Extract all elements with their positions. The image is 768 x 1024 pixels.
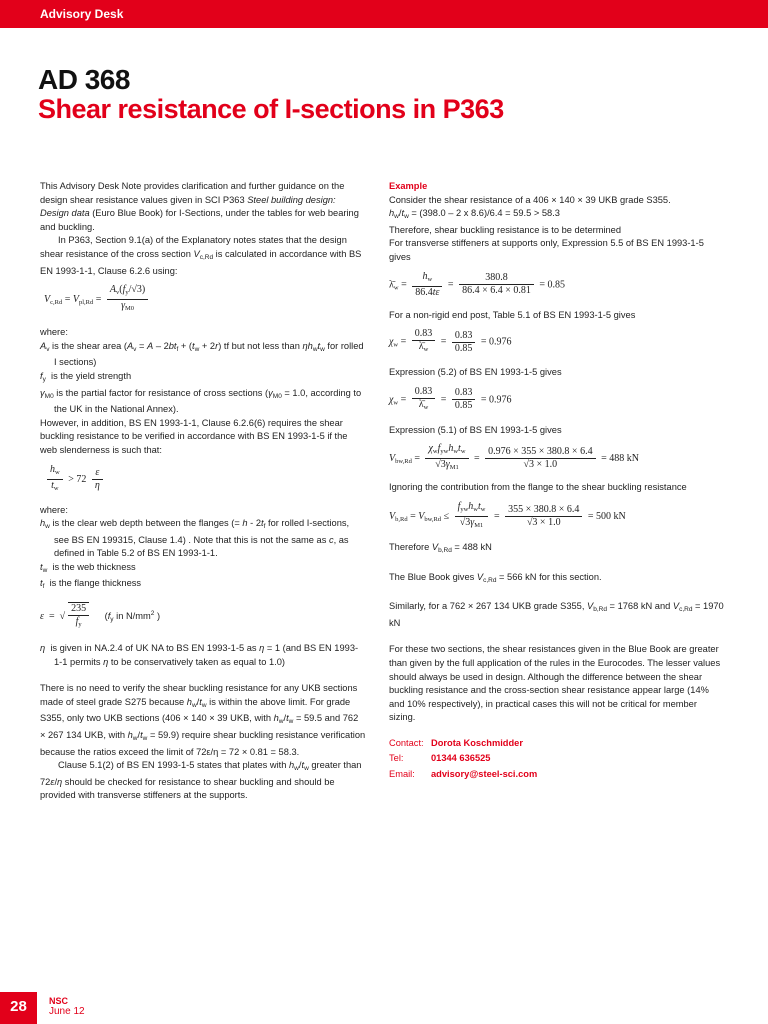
equation-epsilon: ε = √ $\frac{235}{f_y}$ ($f_y$ in $N/mm^2$ ) xyxy=(40,602,366,636)
example-line-6: Expression (5.2) of BS EN 1993-1-5 gives xyxy=(389,367,562,378)
equation-vbwrd: $V_{bw,Rd}$ = $\frac{\chi_wf_{yw}h_wt_w}{√3\gamma_{M1}}$ = $\frac{0.976 \times 355 \times 380.8 \times 6.4}{√3 \times 1.0}$ = 488 kN xyxy=(389,443,639,472)
example-line-4: For transverse stiffeners at supports only, Expression 5.5 of BS EN 1993-1-5 gives xyxy=(389,238,704,262)
contact-name: Dorota Koschmidder xyxy=(431,737,523,748)
example-line-2: $h_w/t_w = (398.0 - 2$ x 8.6)/6.4 = 59.5 > 58.3 xyxy=(389,208,560,221)
p363-paragraph: In P363, Section 9.1(a) of the Explanatory notes states that the design shear resistance of the cross section $V_{c,Rd}$ is calculated in accordance with BS EN 1993-1-1, Clause 6.2.6 using: xyxy=(40,235,362,276)
def-eta: η is given in NA.2.4 of UK NA to BS EN 1993-1-5 as η = 1 (and BS EN 1993-1-1 permits η to be conservatively taken as equal to 1.0) xyxy=(40,643,359,667)
example-line-3: Therefore, shear buckling resistance is to be determined xyxy=(389,224,622,235)
header-bar xyxy=(0,0,768,28)
def-hw: $h_w$ is the clear web depth between the flanges (= h - $2t_f$ for rolled I-sections, see BS EN 199315, Clause 1.4) . Note that this is not the same as c, as defined in Table 5.2 of BS EN 1993-1-1. xyxy=(40,518,350,559)
where-label-2: where: xyxy=(40,504,68,515)
example-line-5: For a non-rigid end post, Table 5.1 of BS EN 1993-1-5 gives xyxy=(389,309,636,320)
equation-lambda: $\lambdā_w$ = $\frac{h_w}{86.4t\varepsilon}$ = $\frac{380.8}{86.4 \times 6.4 \times 0.81}$ = 0.85 xyxy=(389,270,565,298)
contact-row xyxy=(389,768,537,784)
left-column xyxy=(40,180,366,803)
intro-paragraph: This Advisory Desk Note provides clarification and further guidance on the design shear resistance values given in SCI P363 Steel building design: Design data (Euro Blue Book) for I-Sections, under the tables for web bearing and buckling. xyxy=(40,181,359,232)
contact-table xyxy=(389,737,537,784)
contact-row xyxy=(389,752,537,768)
equation-chi-2: $\chi_w$ = $\frac{0.83}{\lambdā_w}$ = $\frac{0.83}{0.85}$ = 0.976 xyxy=(389,385,512,412)
s275-paragraph: There is no need to verify the shear buckling resistance for any UKB sections made of steel grade S275 because $h_w/t_w$ is within the above limit. For grade S355, only two UKB sections (406 × 140 × 39 UKB, with $h_w/t_w = 59.5$ and 762 × 267 134 UKB, with $h_w/t_w = 59.9$) require shear buckling resistance verification because the ratios exceed the limit of 72ε/η = 72 × 0.81 = 58.3. xyxy=(40,683,366,757)
issue-date: June 12 xyxy=(49,1006,85,1017)
conclusion-paragraph: For these two sections, the shear resistances given in the Blue Book are greater than given by the full application of the rules in the Eurocodes. The lesser values should always be used in design. Although the difference between the shear buckling resistance and the cross-section shear resistance appear large (14% and 10% respectively), in practical cases this will not be critical for member sizing. xyxy=(389,644,721,723)
def-tw: $t_w$ is the web thickness xyxy=(40,561,136,574)
tel-number: 01344 636525 xyxy=(431,753,491,764)
equation-slenderness: $\frac{h_w}{t_w}$ > 72 $\frac{\varepsilon}{\eta}$ xyxy=(44,464,366,498)
example-line-1: Consider the shear resistance of a 406 × 140 × 39 UKB grade S355. xyxy=(389,194,671,205)
contact-label: Contact: xyxy=(389,737,424,748)
right-column xyxy=(389,180,725,784)
article-code: AD 368 xyxy=(38,64,130,95)
clause-paragraph: Clause 5.1(2) of BS EN 1993-1-5 states that plates with $h_w/t_w$ greater than 72ε/η should be checked for resistance to shear buckling and should be provided with transverse stiffeners at the supports. xyxy=(40,760,362,801)
example-heading: Example xyxy=(389,181,428,191)
def-gm0: $\gamma_{M0}$ is the partial factor for resistance of cross sections ($\gamma_{M0} = 1.0$, according to the UK in the National Annex). xyxy=(40,387,362,415)
example-line-10: The Blue Book gives $V_{c,Rd} = 566$ kN for this section. xyxy=(389,571,602,584)
equation-chi-1: $\chi_w$ = $\frac{0.83}{\lambdā_w}$ = $\frac{0.83}{0.85}$ = 0.976 xyxy=(389,328,512,354)
email-label: Email: xyxy=(389,769,415,780)
example-line-7: Expression (5.1) of BS EN 1993-1-5 gives xyxy=(389,424,562,435)
equation-vbrd: $V_{b,Rd} = V_{bw,Rd}$ ≤ $\frac{f_{yw}h_wt_w}{√3\gamma_{M1}}$ = $\frac{355 \times 380.8 \times 6.4}{√3 \times 1.0}$ = 500 kN xyxy=(389,500,626,529)
def-av: $A_v$ is the shear area ($A_v = A - 2bt_f + (t_w + 2r)$ tf but not less than $\eta h_wt_w$ for rolled I sections) xyxy=(40,340,364,368)
equation-vcrd: $V_{c,Rd} = V_{pl,Rd}$ = $\frac{A_v(f_y/√3)}{\gamma_{M0}}$ xyxy=(44,284,366,320)
email-link[interactable]: advisory@steel-sci.com xyxy=(431,769,538,780)
example-line-11: Similarly, for a 762 × 267 134 UKB grade S355, $V_{b,Rd} = 1768$ kN and $V_{c,Rd} = 1970$ kN xyxy=(389,601,724,628)
contact-row xyxy=(389,737,537,753)
magazine-name: NSC xyxy=(49,996,69,1006)
tel-label: Tel: xyxy=(389,753,404,764)
buckling-paragraph: However, in addition, BS EN 1993-1-1, Clause 6.2.6(6) requires the shear buckling resistance to be verified in accordance with BS EN 1993-1-5 if the web slenderness is such that: xyxy=(40,417,348,455)
section-label: Advisory Desk xyxy=(40,7,124,21)
where-label-1: where: xyxy=(40,327,68,338)
def-tf: $t_f$ is the flange thickness xyxy=(40,578,142,591)
example-line-9: Therefore $V_{b,Rd} = 488$ kN xyxy=(389,541,492,554)
def-fy: $f_y$ is the yield strength xyxy=(40,370,132,383)
example-line-8: Ignoring the contribution from the flange to the shear buckling resistance xyxy=(389,482,687,493)
article-title: Shear resistance of I-sections in P363 xyxy=(38,94,504,124)
page-number: 28 xyxy=(0,992,37,1024)
